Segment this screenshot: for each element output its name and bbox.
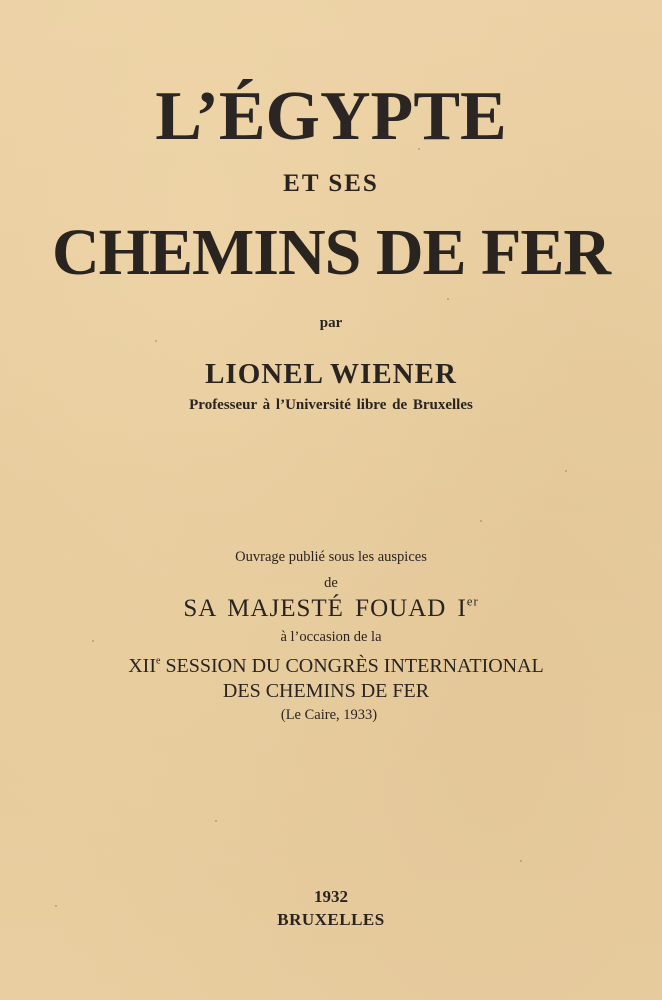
session-title: SESSION DU CONGRÈS INTERNATIONAL [160, 655, 544, 677]
patron-ordinal: er [466, 594, 479, 609]
session-ordinal: e [155, 655, 161, 667]
patron-name [0, 596, 662, 621]
book-title-main: L’ÉGYPTE [155, 78, 507, 155]
auspices-intro: Ouvrage publié sous les auspices [235, 549, 427, 565]
imprint-year: 1932 [314, 887, 348, 906]
paper-speck [520, 860, 522, 862]
patron-name-text: SA MAJESTÉ FOUAD I [183, 595, 467, 622]
occasion-text: à l’occasion de la [280, 629, 382, 645]
congress-session [5, 656, 662, 676]
author-affiliation: Professeur à l’Université libre de Bruxelles [189, 397, 473, 413]
congress-session-line2: DES CHEMINS DE FER [222, 680, 430, 702]
book-title-subject: CHEMINS DE FER [51, 216, 611, 289]
book-title-connector: ET SES [283, 170, 379, 197]
paper-speck [55, 905, 57, 907]
paper-speck [155, 340, 157, 342]
session-numeral: XII [128, 655, 156, 677]
auspices-de: de [324, 575, 338, 591]
paper-speck [565, 470, 567, 472]
imprint-city: BRUXELLES [277, 910, 385, 929]
congress-location: (Le Caire, 1933) [280, 707, 378, 723]
author-name: LIONEL WIENER [205, 358, 457, 390]
byline-par: par [319, 315, 343, 331]
paper-speck [447, 298, 449, 300]
paper-speck [215, 820, 217, 822]
paper-speck [480, 520, 482, 522]
